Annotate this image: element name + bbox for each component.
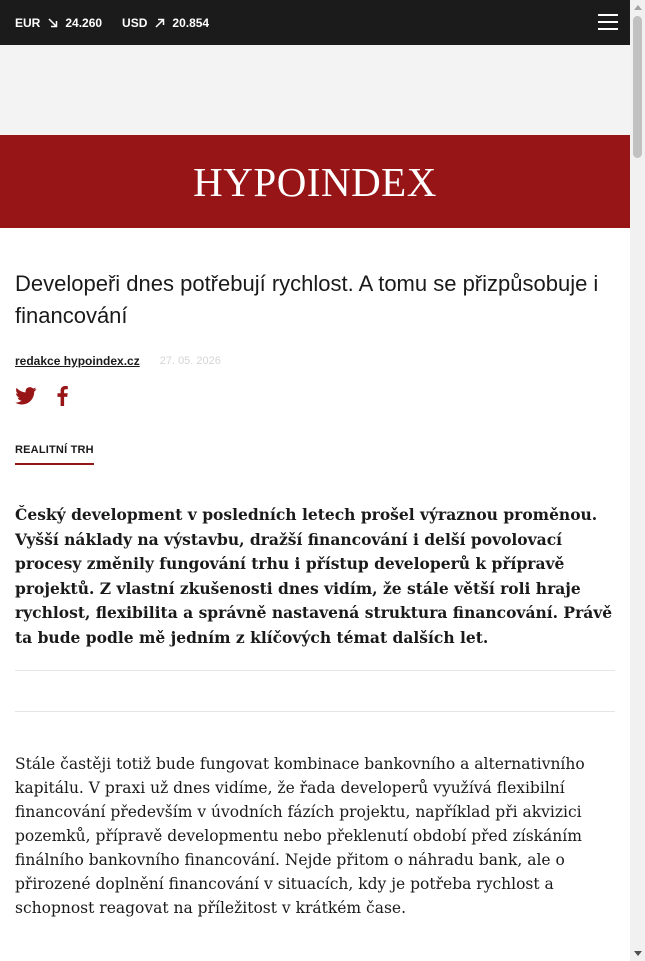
article <box>15 228 615 920</box>
rate-currency: EUR <box>15 15 41 30</box>
scroll-up-arrow-icon[interactable] <box>634 5 642 10</box>
arrow-down-right-icon <box>48 18 58 28</box>
ad-space <box>0 45 630 135</box>
top-bar <box>0 0 630 45</box>
article-title: Developeři dnes potřebují rychlost. A tomu se přizpůsobuje i financování <box>15 271 599 328</box>
rate-eur <box>15 16 102 30</box>
rate-usd <box>122 16 209 30</box>
category-tag[interactable]: REALITNÍ TRH <box>15 444 94 465</box>
author-link[interactable]: redakce hypoindex.cz <box>15 354 140 368</box>
rate-value: 20.854 <box>172 15 210 30</box>
article-date: 27. 05. 2026 <box>159 355 221 367</box>
hamburger-menu-icon[interactable] <box>598 13 618 31</box>
scroll-down-arrow-icon[interactable] <box>634 951 642 956</box>
divider <box>15 711 615 712</box>
article-meta <box>15 354 615 368</box>
article-lead: Český development v posledních letech prošel výraznou proměnou. Vyšší náklady na výstavbu, dražší financování i delší povolovací procesy změnily fungování trhu i přístup developerů k přípravě projektů. Z vlastní zkušenosti dnes vidím, že stále větší roli hraje rychlost, flexibilita a správně nastavená struktura financování. Právě ta bude podle mě jedním z klíčových témat dalších let. <box>15 503 615 671</box>
rate-value: 24.260 <box>65 15 103 30</box>
site-logo[interactable]: HYPOINDEX <box>193 158 437 205</box>
social-share <box>15 386 615 406</box>
twitter-icon[interactable] <box>15 387 37 405</box>
scrollbar-thumb[interactable] <box>633 16 642 158</box>
article-body: Stále častěji totiž bude fungovat kombinace bankovního a alternativního kapitálu. V praxi už dnes vidíme, že řada developerů využívá flexibilní financování především v úvodních fázích projektu, například při akvizici pozemků, přípravě developmentu nebo překlenutí období před získáním finálního bankovního financování. Nejde přitom o náhradu bank, ale o přirozené doplnění financování v situacích, kdy je potřeba rychlost a schopnost reagovat na příležitost v krátkém čase. <box>15 755 585 917</box>
facebook-icon[interactable] <box>57 386 68 406</box>
arrow-up-right-icon <box>155 18 165 28</box>
header-banner <box>0 135 630 228</box>
rate-currency: USD <box>122 15 148 30</box>
scrollbar[interactable] <box>630 0 645 961</box>
